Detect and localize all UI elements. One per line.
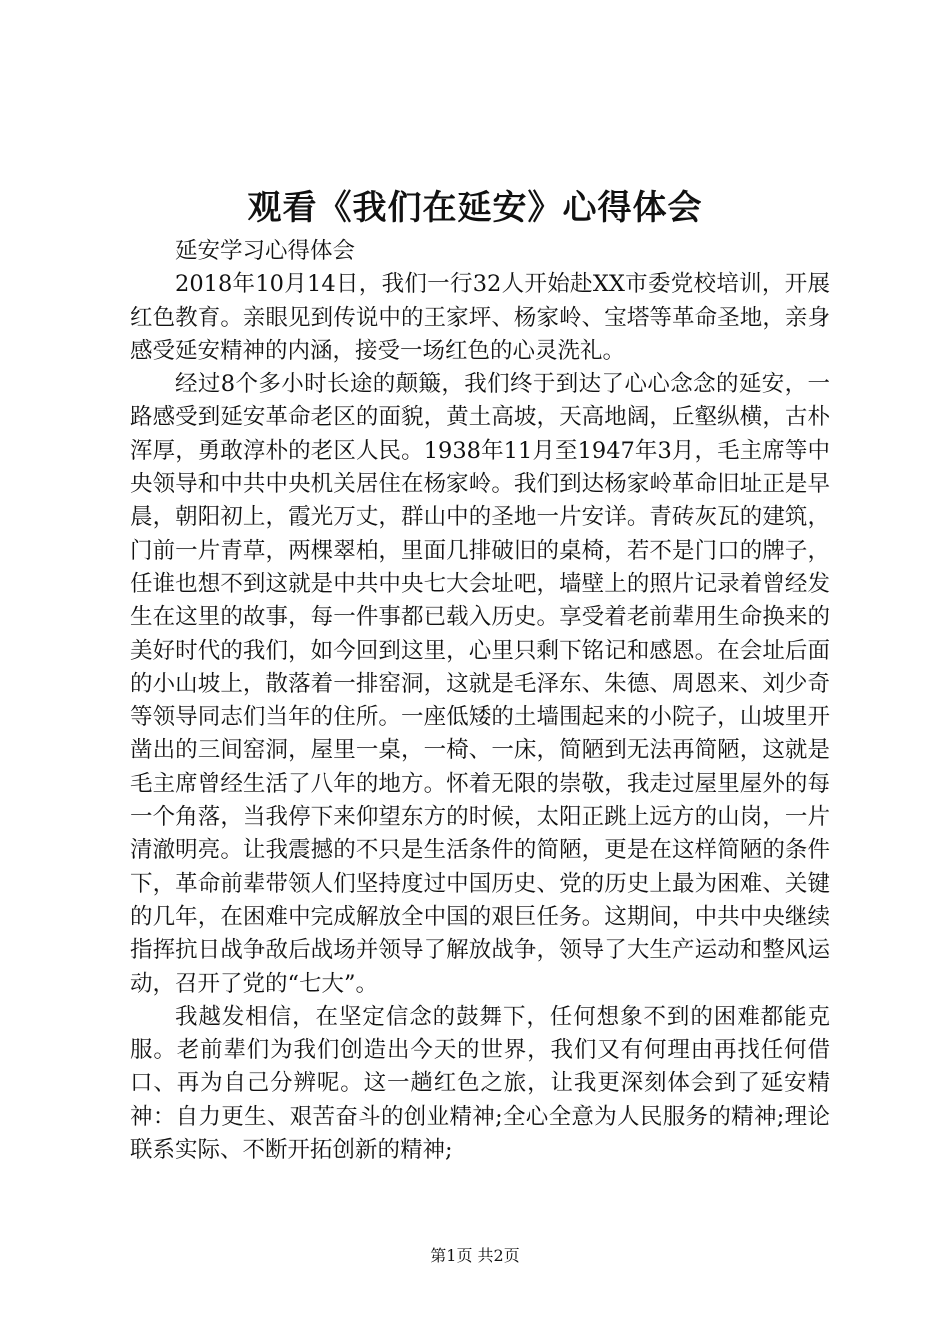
paragraph: 经过8个多小时长途的颠簸，我们终于到达了心心念念的延安，一路感受到延安革命老区的面貌，黄土高坡，天高地阔，丘壑纵横，古朴浑厚，勇敢淳朴的老区人民。1938年11月至1947年3月，毛主席等中央领导和中共中央机关居住在杨家岭。我们到达杨家岭革命旧址正是早晨，朝阳初上，霞光万丈，群山中的圣地一片安详。青砖灰瓦的建筑，门前一片青草，两棵翠柏，里面几排破旧的桌椅，若不是门口的牌子，任谁也想不到这就是中共中央七大会址吧，墙壁上的照片记录着曾经发生在这里的故事，每一件事都已载入历史。享受着老前辈用生命换来的美好时代的我们，如今回到这里，心里只剩下铭记和感恩。在会址后面的小山坡上，散落着一排窑洞，这就是毛泽东、朱德、周恩来、刘少奇等领导同志们当年的住所。一座低矮的土墙围起来的小院子，山坡里开凿出的三间窑洞，屋里一桌，一椅、一床，简陋到无法再简陋，这就是毛主席曾经生活了八年的地方。怀着无限的崇敬，我走过屋里屋外的每一个角落，当我停下来仰望东方的时候，太阳正跳上远方的山岗，一片清澈明亮。让我震撼的不只是生活条件的简陋，更是在这样简陋的条件下，革命前辈带领人们坚持度过中国历史、党的历史上最为困难、关键的几年，在困难中完成解放全中国的艰巨任务。这期间，中共中央继续指挥抗日战争敌后战场并领导了解放战争，领导了大生产运动和整风运动，召开了党的“七大”。 [130,371,830,997]
document-body [130,235,830,1167]
paragraph: 我越发相信，在坚定信念的鼓舞下，任何想象不到的困难都能克服。老前辈们为我们创造出今天的世界，我们又有何理由再找任何借口、再为自己分辨呢。这一趟红色之旅，让我更深刻体会到了延安精神：自力更生、艰苦奋斗的创业精神;全心全意为人民服务的精神;理论联系实际、不断开拓创新的精神; [130,1003,830,1164]
paragraph: 2018年10月14日，我们一行32人开始赴XX市委党校培训，开展红色教育。亲眼见到传说中的王家坪、杨家岭、宝塔等革命圣地，亲身感受延安精神的内涵，接受一场红色的心灵洗礼。 [130,271,830,364]
page-number: 第1页 共2页 [430,1246,520,1265]
paragraph-subtitle: 延安学习心得体会 [175,238,356,264]
document-title: 观看《我们在延安》心得体会 [247,188,703,228]
